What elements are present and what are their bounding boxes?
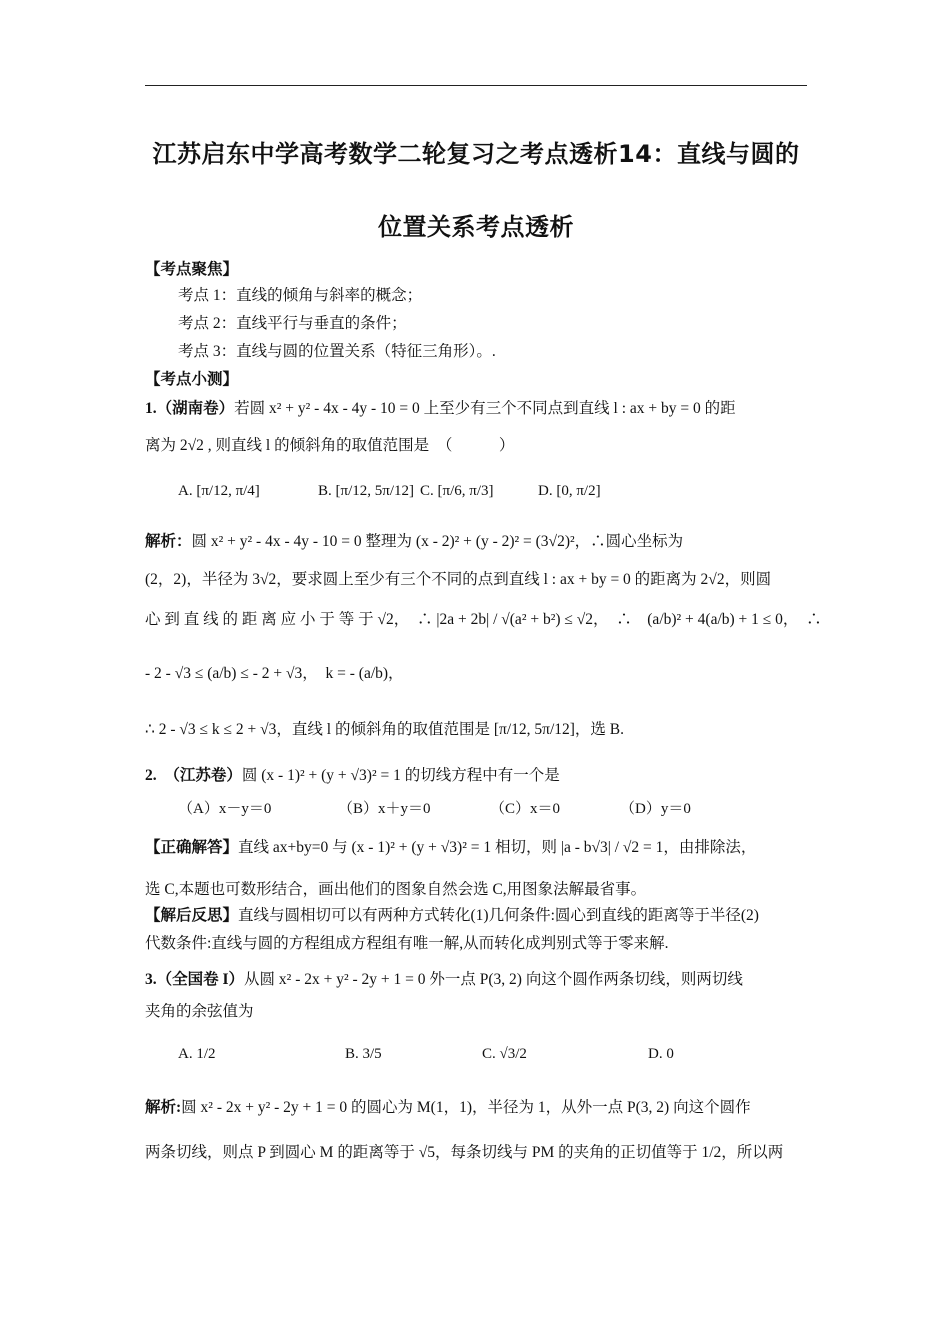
q1-stem-line-2: 离为 2√2 , 则直线 l 的倾斜角的取值范围是 （ ） xyxy=(145,437,515,454)
q2-reflection-line-1 xyxy=(145,906,807,926)
test-heading: 【考点小测】 xyxy=(145,371,239,388)
q2-option-d: （D）y＝0 xyxy=(620,801,691,817)
q3-solution-line-1 xyxy=(145,1098,807,1118)
q1-stem-line-1 xyxy=(145,399,807,419)
focus-heading: 【考点聚焦】 xyxy=(145,261,239,278)
q1-label: 1.（湖南卷） xyxy=(145,400,235,417)
q2-answer-line-1 xyxy=(145,838,807,858)
header-rule xyxy=(145,85,807,86)
q3-label: 3.（全国卷 I） xyxy=(145,971,245,988)
q1-solution-line-4: - 2 - √3 ≤ (a/b) ≤ - 2 + √3， k = - (a/b)， xyxy=(145,665,404,682)
q1-option-d: D. [0, π/2] xyxy=(538,483,601,499)
q1-solution-label: 解析： xyxy=(145,533,192,550)
q3-option-a: A. 1/2 xyxy=(178,1046,216,1062)
q2-answer-1: 直线 ax+by=0 与 (x - 1)² + (y + √3)² = 1 相切，则 |a - b√3| / √2 = 1，由排除法， xyxy=(238,839,757,856)
q2-stem-line xyxy=(145,766,807,786)
q1-solution-line-5: ∴ 2 - √3 ≤ k ≤ 2 + √3，直线 l 的倾斜角的取值范围是 [π/12, 5π/12]，选 B. xyxy=(145,721,625,738)
focus-item-1: 考点 1：直线的倾角与斜率的概念； xyxy=(178,287,423,304)
q3-solution-label: 解析: xyxy=(145,1099,182,1116)
q2-reflection-line-2: 代数条件:直线与圆的方程组成方程组有唯一解,从而转化成判别式等于零来解. xyxy=(145,935,669,952)
q2-reflection-label: 【解后反思】 xyxy=(145,907,239,924)
q2-label: 2. （江苏卷） xyxy=(145,767,242,784)
q1-solution-line-2: (2，2)，半径为 3√2，要求圆上至少有三个不同的点到直线 l : ax + by = 0 的距离为 2√2，则圆 xyxy=(145,571,772,588)
q1-solution-line-1 xyxy=(145,532,807,552)
q1-stem-1: 若圆 x² + y² - 4x - 4y - 10 = 0 上至少有三个不同点到直线 l : ax + by = 0 的距 xyxy=(234,400,736,417)
q2-option-a: （A）x－y＝0 xyxy=(178,801,272,817)
q3-solution-line-2: 两条切线，则点 P 到圆心 M 的距离等于 √5，每条切线与 PM 的夹角的正切值等于 1/2，所以两 xyxy=(145,1144,784,1161)
q3-stem-1: 从圆 x² - 2x + y² - 2y + 1 = 0 外一点 P(3, 2) 向这个圆作两条切线，则两切线 xyxy=(244,971,743,988)
focus-item-3: 考点 3：直线与圆的位置关系（特征三角形）。. xyxy=(178,343,496,360)
document-title-line-1: 江苏启东中学高考数学二轮复习之考点透析14：直线与圆的 xyxy=(152,140,800,168)
q1-option-a: A. [π/12, π/4] xyxy=(178,483,260,499)
q3-stem-line-2: 夹角的余弦值为 xyxy=(145,1003,254,1020)
q3-option-c: C. √3/2 xyxy=(482,1046,527,1062)
focus-item-2: 考点 2：直线平行与垂直的条件； xyxy=(178,315,407,332)
q2-option-c: （C）x＝0 xyxy=(490,801,561,817)
q2-stem: 圆 (x - 1)² + (y + √3)² = 1 的切线方程中有一个是 xyxy=(241,767,560,784)
q2-reflection-1: 直线与圆相切可以有两种方式转化(1)几何条件:圆心到直线的距离等于半径(2) xyxy=(238,907,759,924)
q2-answer-line-2: 选 C,本题也可数形结合，画出他们的图象自然会选 C,用图象法解最省事。 xyxy=(145,881,647,898)
q1-option-c: C. [π/6, π/3] xyxy=(420,483,494,499)
q3-solution-1: 圆 x² - 2x + y² - 2y + 1 = 0 的圆心为 M(1，1)，半径为 1，从外一点 P(3, 2) 向这个圆作 xyxy=(181,1099,751,1116)
q1-option-b: B. [π/12, 5π/12] xyxy=(318,483,414,499)
q2-option-b: （B）x＋y＝0 xyxy=(338,801,431,817)
q2-answer-label: 【正确解答】 xyxy=(145,839,239,856)
q1-solution-1: 圆 x² + y² - 4x - 4y - 10 = 0 整理为 (x - 2)² + (y - 2)² = (3√2)²，∴圆心坐标为 xyxy=(191,533,684,550)
q3-stem-line-1 xyxy=(145,970,807,990)
q1-solution-line-3: 心 到 直 线 的 距 离 应 小 于 等 于 √2， ∴ |2a + 2b| / √(a² + b²) ≤ √2， ∴ (a/b)² + 4(a/b) + 1 ≤ 0， ∴ xyxy=(145,611,822,628)
q3-option-b: B. 3/5 xyxy=(345,1046,382,1062)
q3-option-d: D. 0 xyxy=(648,1046,674,1062)
document-title-line-2: 位置关系考点透析 xyxy=(378,213,574,241)
